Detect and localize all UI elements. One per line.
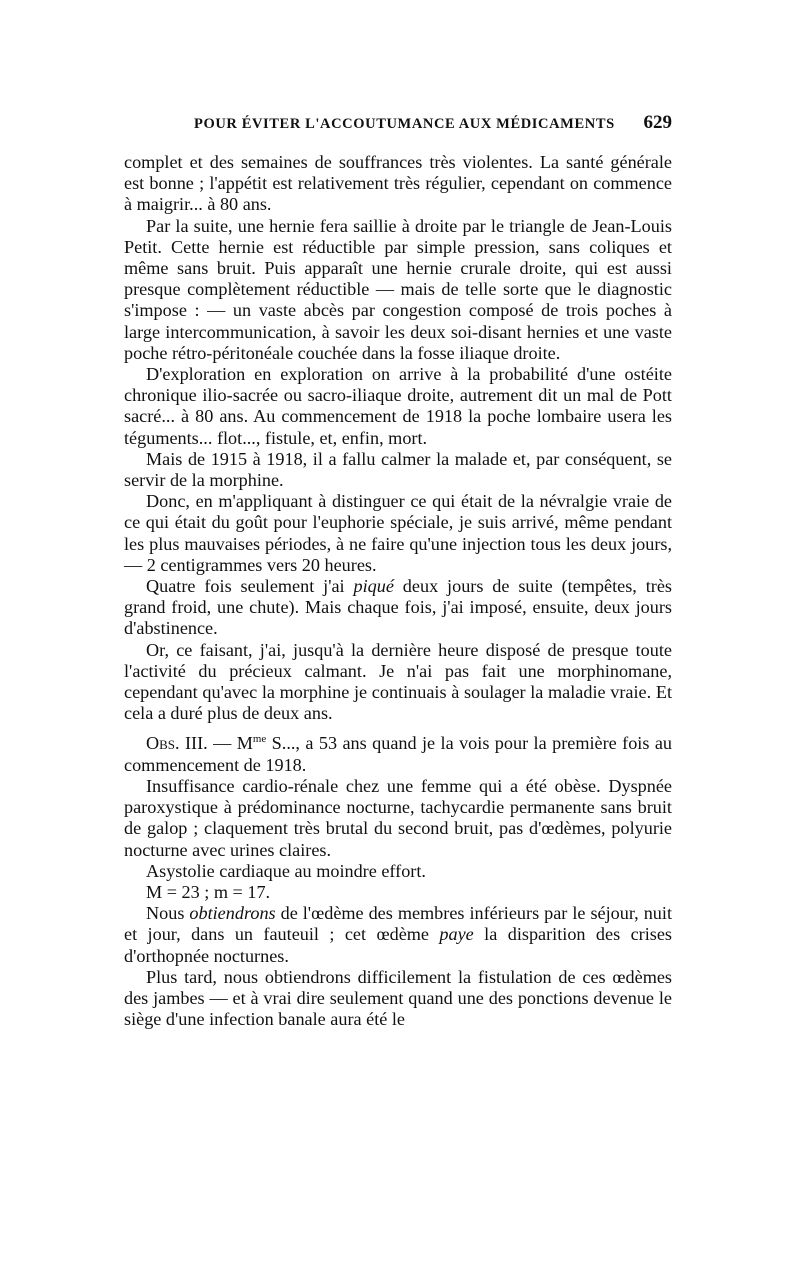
paragraph-6-start: Quatre fois seulement j'ai xyxy=(146,576,354,597)
paragraph-12-middle: de l'œdème des membres inférieurs par le séjour, nuit et jour, dans un fauteuil ; cet œdème xyxy=(124,903,672,945)
body-text xyxy=(124,152,672,1030)
paragraph-12-end: la disparition des crises d'orthopnée nocturnes. xyxy=(124,924,673,966)
paragraph-11: M = 23 ; m = 17. xyxy=(146,881,271,902)
paragraph-3: D'exploration en exploration on arrive à la probabilité d'une ostéite chronique ilio-sacrée ou sacro-iliaque droite, autrement dit un mal de Pott sacré... à 80 ans. Au commencement de 1918 la poche lombaire usera les téguments... flot..., fistule, et, enfin, mort. xyxy=(124,364,672,448)
paragraph-6-end: deux jours de suite (tempêtes, très grand froid, une chute). Mais chaque fois, j'ai imposé, ensuite, deux jours d'abstinence. xyxy=(124,576,672,639)
observation-label: Obs. III. xyxy=(146,733,208,754)
paragraph-7: Or, ce faisant, j'ai, jusqu'à la dernière heure disposé de presque toute l'activité du précieux calmant. Je n'ai pas fait une morphinomane, cependant qu'avec la morphine je continuais à soulager la maladie vraie. Et cela a duré plus de deux ans. xyxy=(124,639,672,724)
paragraph-12-start: Nous xyxy=(146,903,190,924)
running-header xyxy=(124,112,672,140)
paragraph-12 xyxy=(124,903,672,967)
book-page xyxy=(124,112,672,1030)
observation-text: S..., a 53 ans quand je la vois pour la première fois au commencement de 1918. xyxy=(124,733,673,775)
paragraph-2: Par la suite, une hernie fera saillie à droite par le triangle de Jean-Louis Petit. Cette hernie est réductible par simple pression, sans coliques et même sans bruit. Puis apparaît une hernie crurale droite, qui est aussi presque complètement réductible — mais de telle sorte que le diagnostic s'impose : — un vaste abcès par congestion composé de trois poches à large intercommunication, à savoir les deux soi-disant hernies et une vaste poche rétro-péritonéale couchée dans la fosse iliaque droite. xyxy=(124,215,672,363)
paragraph-13: Plus tard, nous obtiendrons difficilement la fistulation de ces œdèmes des jambes — et à vrai dire seulement quand une des ponctions devenue le siège d'une infection banale aura été le xyxy=(124,966,672,1030)
paragraph-12-italic-1: obtiendrons xyxy=(189,903,276,924)
paragraph-12-italic-2: paye xyxy=(439,924,474,945)
paragraph-6 xyxy=(124,576,672,640)
observation-dash: — M xyxy=(207,733,253,754)
paragraph-5: Donc, en m'appliquant à distinguer ce qui était de la névralgie vraie de ce qui était du goût pour l'euphorie spéciale, je suis arrivé, même pendant les plus mauvaises périodes, à ne faire qu'une injection tous les deux jours, — 2 centigrammes vers 20 heures. xyxy=(124,491,672,575)
page-number: 629 xyxy=(643,112,672,133)
observation-heading-paragraph xyxy=(124,733,672,775)
running-title: POUR ÉVITER L'ACCOUTUMANCE AUX MÉDICAMENTS xyxy=(194,116,615,132)
paragraph-10: Asystolie cardiaque au moindre effort. xyxy=(146,860,426,881)
madame-superscript: me xyxy=(252,733,267,746)
paragraph-9: Insuffisance cardio-rénale chez une femme qui a été obèse. Dyspnée paroxystique à prédominance nocturne, tachycardie permanente sans bruit de galop ; claquement très brutal du second bruit, pas d'œdèmes, polyurie nocturne avec urines claires. xyxy=(124,775,672,860)
paragraph-1: complet et des semaines de souffrances très violentes. La santé générale est bonne ; l'appétit est relativement très régulier, cependant on commence à maigrir... à 80 ans. xyxy=(124,152,672,215)
paragraph-4: Mais de 1915 à 1918, il a fallu calmer la malade et, par conséquent, se servir de la morphine. xyxy=(124,448,672,491)
paragraph-6-italic: piqué xyxy=(353,576,394,597)
